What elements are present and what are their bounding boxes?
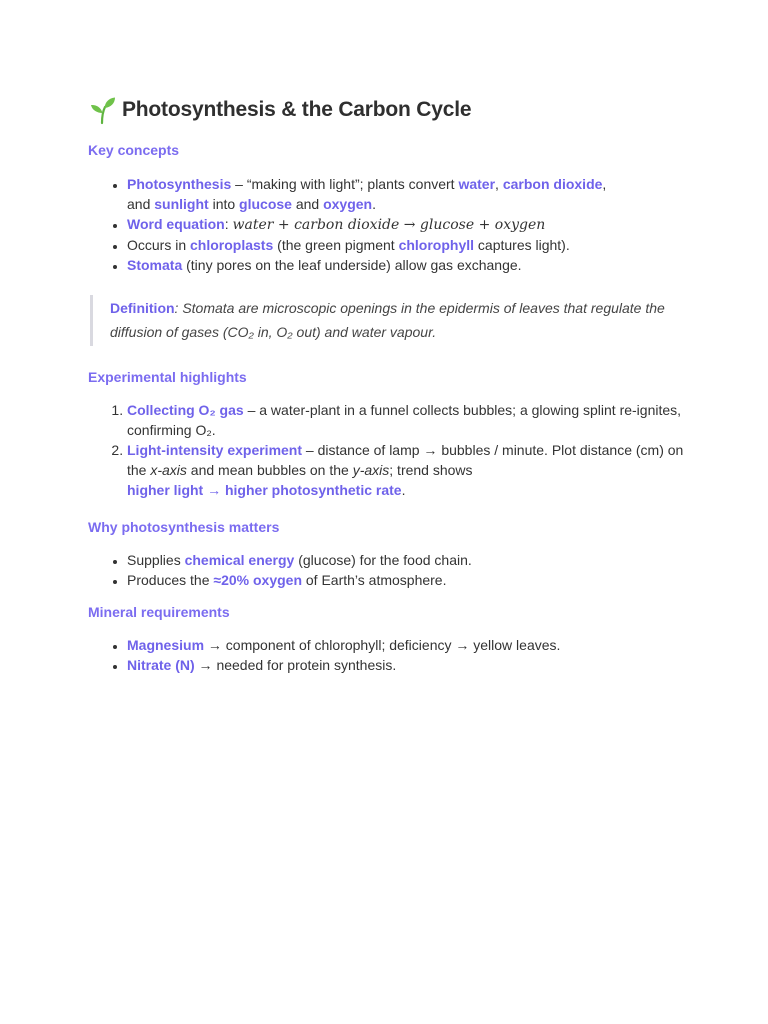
minerals-list (88, 635, 688, 675)
experimental-list (88, 400, 688, 500)
title-row (88, 92, 688, 128)
list-item: • Nitrate (N) → needed for protein synthesis. (127, 655, 688, 675)
keyword-sunlight: sunlight (154, 196, 209, 212)
section-heading-key-concepts: Key concepts (88, 142, 180, 158)
list-item: • Magnesium → component of chlorophyll; deficiency → yellow leaves. (127, 635, 688, 655)
keyword-oxygen: oxygen (323, 196, 373, 212)
list-item: • Supplies chemical energy (glucose) for the food chain. (127, 550, 688, 570)
keyword-water: water (458, 176, 496, 192)
why-list (88, 550, 688, 590)
key-concepts-list (88, 174, 688, 275)
list-item: • Produces the ≈20% oxygen of Earth’s atmosphere. (127, 570, 688, 590)
keyword-collecting-o2: Collecting O₂ gas (127, 402, 244, 418)
keyword-carbon-dioxide: carbon dioxide (502, 176, 603, 192)
keyword-nitrate: Nitrate (N) (127, 657, 195, 673)
definition-blockquote: Definition: Stomata are microscopic openings in the epidermis of leaves that regulate the diffusion of gases (CO₂ in, O₂ out) and water vapour. (90, 295, 695, 346)
keyword-chlorophyll: chlorophyll (398, 237, 475, 253)
list-item: 1. Collecting O₂ gas – a water-plant in a funnel collects bubbles; a glowing splint re-ignites, confirming O₂. (127, 400, 688, 440)
keyword-photosynthesis: Photosynthesis (127, 176, 232, 192)
list-item: • Photosynthesis – “making with light”; plants convert water, carbon dioxide, and sunlight into glucose and oxygen. (127, 174, 688, 214)
word-equation: water + carbon dioxide → glucose + oxygen (232, 217, 546, 233)
keyword-word-equation: Word equation (127, 216, 225, 232)
seedling-icon (88, 95, 118, 125)
keyword-higher-light: higher light → higher photosynthetic rate (127, 482, 402, 498)
list-item: 2. Light-intensity experiment – distance of lamp → bubbles / minute. Plot distance (cm) on the x-axis and mean bubbles on the y-axis; trend shows higher light → higher photosynthetic rate. (127, 440, 688, 500)
keyword-oxygen-percent: ≈20% oxygen (213, 572, 302, 588)
list-item: • Stomata (tiny pores on the leaf underside) allow gas exchange. (127, 255, 688, 275)
section-heading-minerals: Mineral requirements (88, 604, 230, 620)
section-heading-experimental: Experimental highlights (88, 369, 247, 385)
list-item: • Word equation: water + carbon dioxide → glucose + oxygen (127, 214, 688, 235)
section-heading-why: Why photosynthesis matters (88, 519, 280, 535)
keyword-light-intensity: Light-intensity experiment (127, 442, 303, 458)
list-item: • Occurs in chloroplasts (the green pigment chlorophyll captures light). (127, 235, 688, 255)
page-title: Photosynthesis & the Carbon Cycle (122, 98, 472, 121)
definition-text: Stomata are microscopic openings in the epidermis of leaves that regulate the diffusion of gases (CO₂ in, O₂ out) and water vapour. (110, 300, 665, 340)
definition-label: Definition (110, 300, 175, 316)
document (88, 92, 688, 675)
keyword-chemical-energy: chemical energy (184, 552, 295, 568)
keyword-magnesium: Magnesium (127, 637, 205, 653)
keyword-chloroplasts: chloroplasts (190, 237, 274, 253)
keyword-stomata: Stomata (127, 257, 183, 273)
keyword-glucose: glucose (239, 196, 292, 212)
